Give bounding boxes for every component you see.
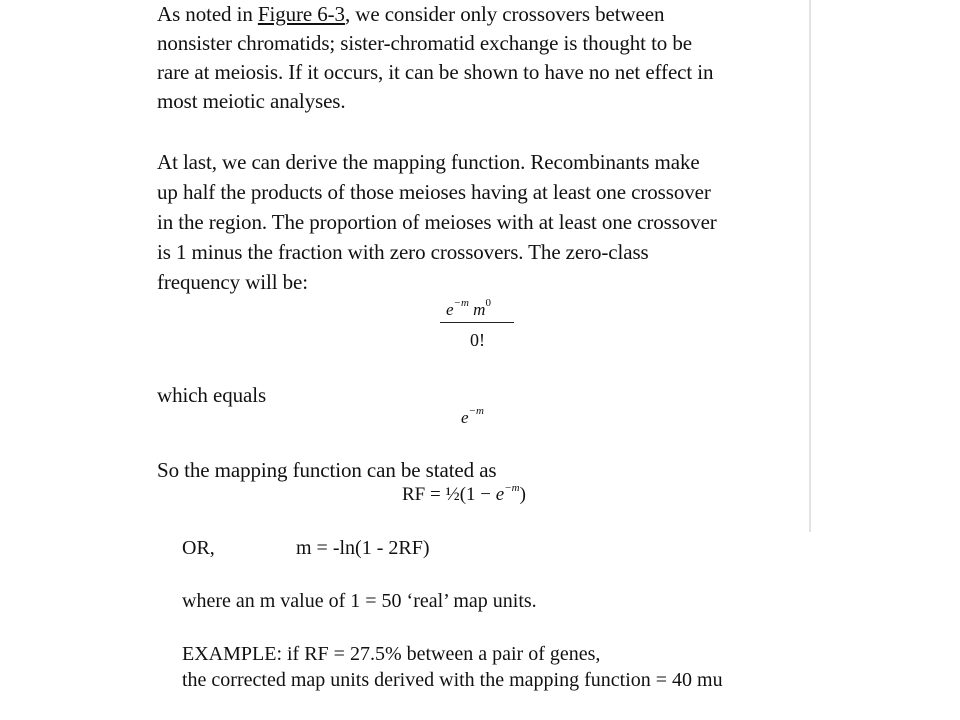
formula3-close: ) [519, 484, 526, 505]
formula-zero-class-numerator [446, 297, 491, 320]
paragraph1-line2: nonsister chromatids; sister-chromatid exchange is thought to be [157, 31, 692, 55]
mapping-function-formula [402, 484, 526, 506]
paragraph1-line4: most meiotic analyses. [157, 89, 346, 113]
paragraph2-line5: frequency will be: [157, 270, 308, 294]
map-units-note: where an m value of 1 = 50 ‘real’ map units. [182, 590, 537, 612]
formula1-fraction-bar [440, 322, 514, 323]
paragraph1-line1-post: , we consider only crossovers between [344, 2, 665, 26]
formula3-open: (1 − [459, 484, 496, 505]
or-label: OR, [182, 537, 215, 559]
page-border [809, 0, 811, 532]
formula1-denominator: 0! [470, 330, 485, 350]
example-line2: the corrected map units derived with the mapping function = 40 mu [182, 669, 723, 691]
paragraph1-line3: rare at meiosis. If it occurs, it can be shown to have no net effect in [157, 60, 714, 84]
formula3-half: ½ [445, 484, 460, 505]
which-equals-text: which equals [157, 383, 267, 407]
formula1-m: m [468, 300, 486, 319]
formula3-lhs: RF = [402, 484, 446, 505]
formula3-exp: −m [504, 482, 520, 494]
paragraph2-line3: in the region. The proportion of meioses with at least one crossover [157, 210, 717, 234]
formula-e-minus-m [461, 405, 484, 428]
mapping-function-intro: So the mapping function can be stated as [157, 458, 497, 482]
paragraph2-line4: is 1 minus the fraction with zero crossovers. The zero-class [157, 240, 649, 264]
paragraph2-line1: At last, we can derive the mapping function. Recombinants make [157, 150, 700, 174]
example-line1: EXAMPLE: if RF = 27.5% between a pair of genes, [182, 643, 601, 665]
formula3-e: e [495, 484, 505, 505]
paragraph1-line1 [157, 0, 664, 29]
figure-6-3-link[interactable]: Figure 6-3 [257, 2, 345, 26]
formula1-e: e [446, 300, 454, 319]
paragraph1-line1-pre: As noted in [157, 2, 258, 26]
formula2-e: e [461, 408, 469, 427]
formula1-exp: −m [453, 297, 469, 309]
formula1-m-exp: 0 [485, 297, 491, 309]
inverse-mapping-formula: m = -ln(1 - 2RF) [296, 537, 430, 559]
formula2-exp: −m [468, 405, 484, 417]
paragraph2-line2: up half the products of those meioses having at least one crossover [157, 180, 711, 204]
